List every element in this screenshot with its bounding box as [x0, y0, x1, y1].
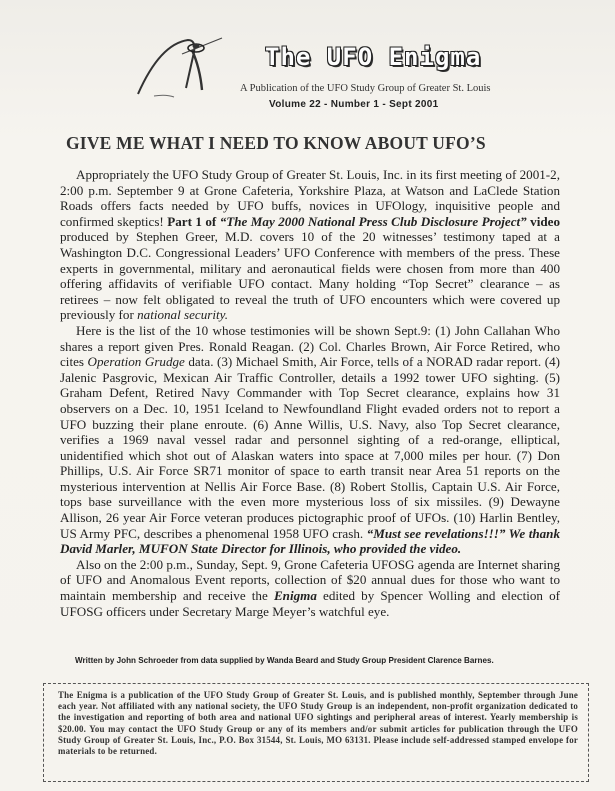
text-run-bold: video	[526, 213, 560, 229]
video-title: “The May 2000 National Press Club Disclosure Project”	[219, 213, 527, 229]
text-run: Here is the list of the 10 whose testimonies will be shown Sept.9: (1) John Callahan Who shares a report given Pres. Ronald Reagan. (2) Col. Charles Brown, Air Force Retired, who cites	[60, 322, 560, 370]
text-run: Also on the 2:00 p.m., Sunday, Sept. 9, Grone Cafeteria UFOSG agenda are Internet sharing of UFO and Anomalous Event reports, collection of $20 annual dues for those who want to maintain membership and receive the	[60, 556, 560, 604]
newsletter-subtitle: A Publication of the UFO Study Group of Greater St. Louis	[240, 83, 491, 94]
text-run: produced by Stephen Greer, M.D. covers 10 of the 20 witnesses’ testimony taped at a Washington D.C. Congressional Leaders’ UFO Conference with members of the press. These experts in governmental, military and aeronautical fields were chosen from more than 400 offering affidavits of verifiable UFO contact. Many holding “Top Secret” clearance – as retirees – now felt obligated to reveal the truth of UFO encounters which were covered up previously for	[60, 229, 560, 323]
ufo-saucer-logo-icon	[130, 24, 228, 108]
text-run: data. (3) Michael Smith, Air Force, tells of a NORAD radar report. (4) Jalenic Pasgrovic, Mexican Air Traffic Controller, details a 1992 tower UFO sighting. (5) Graham Defent, Retired Navy Commander with Top Secret clearance, explains how 31 observers on a Dec. 10, 1951 Iceland to Newfoundland Flight evaded orders not to report a UFO buzzing their plane enroute. (6) Anne Willis, U.S. Navy, also Top Secret clearance, verifies a 1969 naval vessel radar and personnel sighting of a red-orange, elliptical, unidentified which shot out of Alaskan waters into space at 7,000 miles per hour. (7) Don Phillips, U.S. Air Force SR71 monitor of space to earth transit near Area 51 reports on the mysterious intervention at Nellis Air Force Base. (8) Robert Stollis, Captain U.S. Air Force, tops base surveillance with the even more mysterious loss of six missiles. (9) Dewayne Allison, 26 year Air Force veteran produces pictographic proof of UFOs. (10) Harlin Bentley, US Army PFC, describes a phenomenal 1958 UFO crash.	[60, 354, 560, 541]
newsletter-title: The UFO Enigma	[265, 43, 482, 71]
issue-line: Volume 22 - Number 1 - Sept 2001	[269, 99, 439, 110]
text-run-italic: national security.	[137, 307, 229, 323]
article-paragraph	[60, 167, 560, 323]
text-run-bold-italic: “Must see revelations!!!” We thank David Marler, MUFON State Director for Illinois, who provided the video.	[60, 525, 560, 557]
article-paragraph	[60, 557, 560, 619]
article-paragraph	[60, 323, 560, 557]
text-run-italic: Operation Grudge	[87, 354, 185, 370]
text-run: edited by Spencer Wolling and election of UFOSG officers under Secretary Marge Meyer’s watchful eye.	[60, 588, 560, 619]
text-run: Appropriately the UFO Study Group of Greater St. Louis, Inc. in its first meeting of 2001-2, 2:00 p.m. September 9 at Grone Cafeteria, Yorkshire Plaza, at Watson and LaClede Station Roads offers facts needed by UFO buffs, novices in UFOlogy, inquisitive people and confirmed skeptics!	[60, 167, 560, 229]
article-headline: GIVE ME WHAT I NEED TO KNOW ABOUT UFO’S	[66, 133, 486, 153]
text-run-bold-italic: Enigma	[273, 588, 317, 604]
text-run-bold: Part 1 of	[167, 213, 220, 229]
article-body	[60, 167, 560, 619]
footer-info-box: The Enigma is a publication of the UFO Study Group of Greater St. Louis, and is published monthly, September through June each year. Not affiliated with any national society, the UFO Study Group is an independent, non-profit organization dedicated to the investigation and reporting of both area and national UFO sightings and peripheral areas of interest. Yearly membership is $20.00. You may contact the UFO Study Group or any of its members and/or submit articles for publication through the UFO Study Group of Greater St. Louis, Inc., P.O. Box 31544, St. Louis, MO 63131. Please include self-addressed stamped envelope for materials to be returned.	[58, 690, 578, 757]
article-byline: Written by John Schroeder from data supplied by Wanda Beard and Study Group President Clarence Barnes.	[75, 656, 494, 665]
